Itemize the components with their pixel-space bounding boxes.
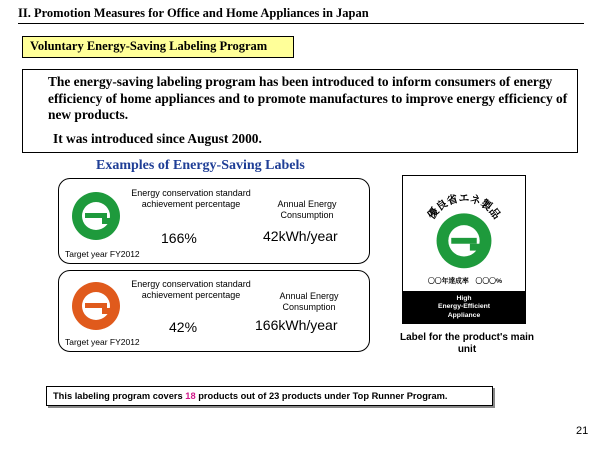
coverage-prefix: This labeling program covers <box>53 391 183 401</box>
examples-title: Examples of Energy-Saving Labels <box>96 158 305 173</box>
bottom-line-3: Appliance <box>447 311 481 319</box>
coverage-box <box>46 386 493 406</box>
section-title-rule <box>18 23 584 24</box>
target-year: Target year FY2012 <box>65 249 140 259</box>
main-unit-label-bottom <box>402 292 526 324</box>
coverage-suffix: products out of 23 products under Top Runner Program. <box>198 391 448 401</box>
standard-achievement-value: 42% <box>169 319 198 335</box>
intro-text: The energy-saving labeling program has been introduced to inform consumers of energy efficiency of home appliances and to promote manufactures to improve energy efficiency of new products. <box>48 74 568 122</box>
standard-achievement-label: Energy conservation standard achievement percentage <box>131 279 251 300</box>
consumption-value: 42kWh/year <box>263 228 338 244</box>
consumption-label: Annual Energy Consumption <box>277 199 337 220</box>
seal-text: 優良省エネ製品 <box>424 191 504 222</box>
intro-box <box>22 69 578 153</box>
section-title: II. Promotion Measures for Office and Home Appliances in Japan <box>18 6 369 20</box>
coverage-count: 18 <box>185 391 196 401</box>
standard-achievement-value: 166% <box>161 230 197 246</box>
energy-efficient-product-seal-icon <box>415 182 513 280</box>
energy-label-card-1 <box>58 178 370 264</box>
page-number: 21 <box>576 425 589 437</box>
bottom-line-1: High <box>456 295 472 302</box>
main-unit-label-caption: Label for the product's main unit <box>399 332 535 355</box>
main-unit-label <box>402 175 526 324</box>
orange-energy-saving-mark-icon <box>71 281 121 331</box>
green-energy-saving-mark-icon <box>71 191 121 241</box>
intro-since: It was introduced since August 2000. <box>53 131 262 146</box>
bottom-line-2: Energy-Efficient <box>437 303 491 311</box>
program-label-box: Voluntary Energy-Saving Labeling Program <box>22 36 294 58</box>
achievement-rate-text: 〇〇年達成率 〇〇〇% <box>427 278 502 285</box>
energy-label-card-2 <box>58 270 370 352</box>
consumption-label: Annual Energy Consumption <box>279 291 339 312</box>
target-year: Target year FY2012 <box>65 337 140 347</box>
standard-achievement-label: Energy conservation standard achievement percentage <box>131 188 251 209</box>
consumption-value: 166kWh/year <box>255 317 338 333</box>
main-unit-label-top <box>402 175 526 292</box>
